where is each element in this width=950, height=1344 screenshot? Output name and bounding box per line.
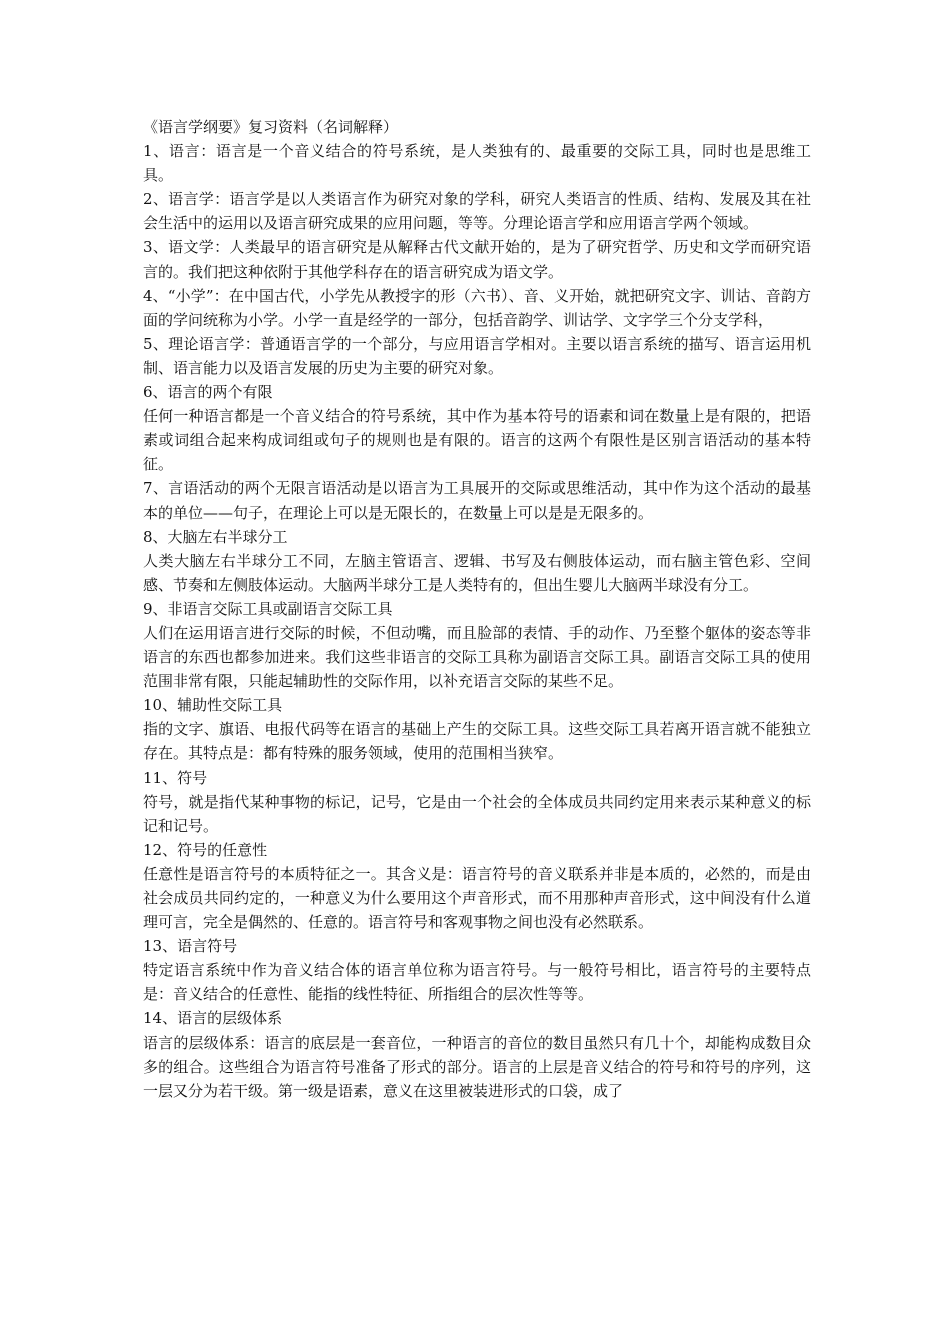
paragraph-6: 任何一种语言都是一个音义结合的符号系统，其中作为基本符号的语素和词在数量上是有限的，把语素或词组合起来构成词组或句子的规则也是有限的。语言的这两个有限性是区别言语活动的基本特征。 xyxy=(143,407,811,474)
heading-10: 10、辅助性交际工具 xyxy=(143,696,283,715)
paragraph-14: 语言的层级体系：语言的底层是一套音位，一种语言的音位的数目虽然只有几十个，却能构成数目众多的组合。这些组合为语言符号准备了形式的部分。语言的上层是音义结合的符号和符号的序列，这一层又分为若干级。第一级是语素，意义在这里被装进形式的口袋，成了 xyxy=(143,1033,811,1100)
heading-8: 8、大脑左右半球分工 xyxy=(143,527,288,546)
document-page xyxy=(143,115,811,1103)
paragraph-5: 5、理论语言学：普通语言学的一个部分，与应用语言学相对。主要以语言系统的描写、语言运用机制、语言能力以及语言发展的历史为主要的研究对象。 xyxy=(143,334,811,377)
document-title: 《语言学纲要》复习资料（名词解释） xyxy=(143,118,399,136)
heading-9: 9、非语言交际工具或副语言交际工具 xyxy=(143,599,393,618)
paragraph-11: 符号，就是指代某种事物的标记，记号，它是由一个社会的全体成员共同约定用来表示某种意义的标记和记号。 xyxy=(143,792,811,835)
heading-13: 13、语言符号 xyxy=(143,937,238,956)
heading-12: 12、符号的任意性 xyxy=(143,840,268,859)
heading-6: 6、语言的两个有限 xyxy=(143,383,273,402)
paragraph-4: 4、“小学”：在中国古代，小学先从教授字的形（六书）、音、义开始，就把研究文字、训诂、音韵方面的学问统称为小学。小学一直是经学的一部分，包括音韵学、训诂学、文字学三个分支学科， xyxy=(143,286,811,329)
heading-14: 14、语言的层级体系 xyxy=(143,1009,283,1028)
paragraph-9: 人们在运用语言进行交际的时候，不但动嘴，而且脸部的表情、手的动作、乃至整个躯体的姿态等非语言的东西也都参加进来。我们这些非语言的交际工具称为副语言交际工具。副语言交际工具的使用范围非常有限，只能起辅助性的交际作用，以补充语言交际的某些不足。 xyxy=(143,623,811,691)
paragraph-13: 特定语言系统中作为音义结合体的语言单位称为语言符号。与一般符号相比，语言符号的主要特点是：音义结合的任意性、能指的线性特征、所指组合的层次性等等。 xyxy=(143,961,811,1004)
paragraph-7: 7、言语活动的两个无限言语活动是以语言为工具展开的交际或思维活动，其中作为这个活动的最基本的单位——句子，在理论上可以是无限长的，在数量上可以是是无限多的。 xyxy=(143,479,811,522)
paragraph-3: 3、语文学：人类最早的语言研究是从解释古代文献开始的，是为了研究哲学、历史和文学而研究语言的。我们把这种依附于其他学科存在的语言研究成为语文学。 xyxy=(143,238,811,281)
heading-11: 11、符号 xyxy=(143,768,208,787)
paragraph-10: 指的文字、旗语、电报代码等在语言的基础上产生的交际工具。这些交际工具若离开语言就不能独立存在。其特点是：都有特殊的服务领域，使用的范围相当狭窄。 xyxy=(143,720,811,763)
paragraph-8: 人类大脑左右半球分工不同，左脑主管语言、逻辑、书写及右侧肢体运动，而右脑主管色彩、空间感、节奏和左侧肢体运动。大脑两半球分工是人类特有的，但出生婴儿大脑两半球没有分工。 xyxy=(143,551,811,594)
paragraph-2: 2、语言学：语言学是以人类语言作为研究对象的学科，研究人类语言的性质、结构、发展及其在社会生活中的运用以及语言研究成果的应用问题，等等。分理论语言学和应用语言学两个领域。 xyxy=(143,190,811,233)
paragraph-12: 任意性是语言符号的本质特征之一。其含义是：语言符号的音义联系并非是本质的，必然的，而是由社会成员共同约定的，一种意义为什么要用这个声音形式，而不用那种声音形式，这中间没有什么道理可言，完全是偶然的、任意的。语言符号和客观事物之间也没有必然联系。 xyxy=(143,864,811,932)
paragraph-1: 1、语言：语言是一个音义结合的符号系统，是人类独有的、最重要的交际工具，同时也是思维工具。 xyxy=(143,142,811,185)
